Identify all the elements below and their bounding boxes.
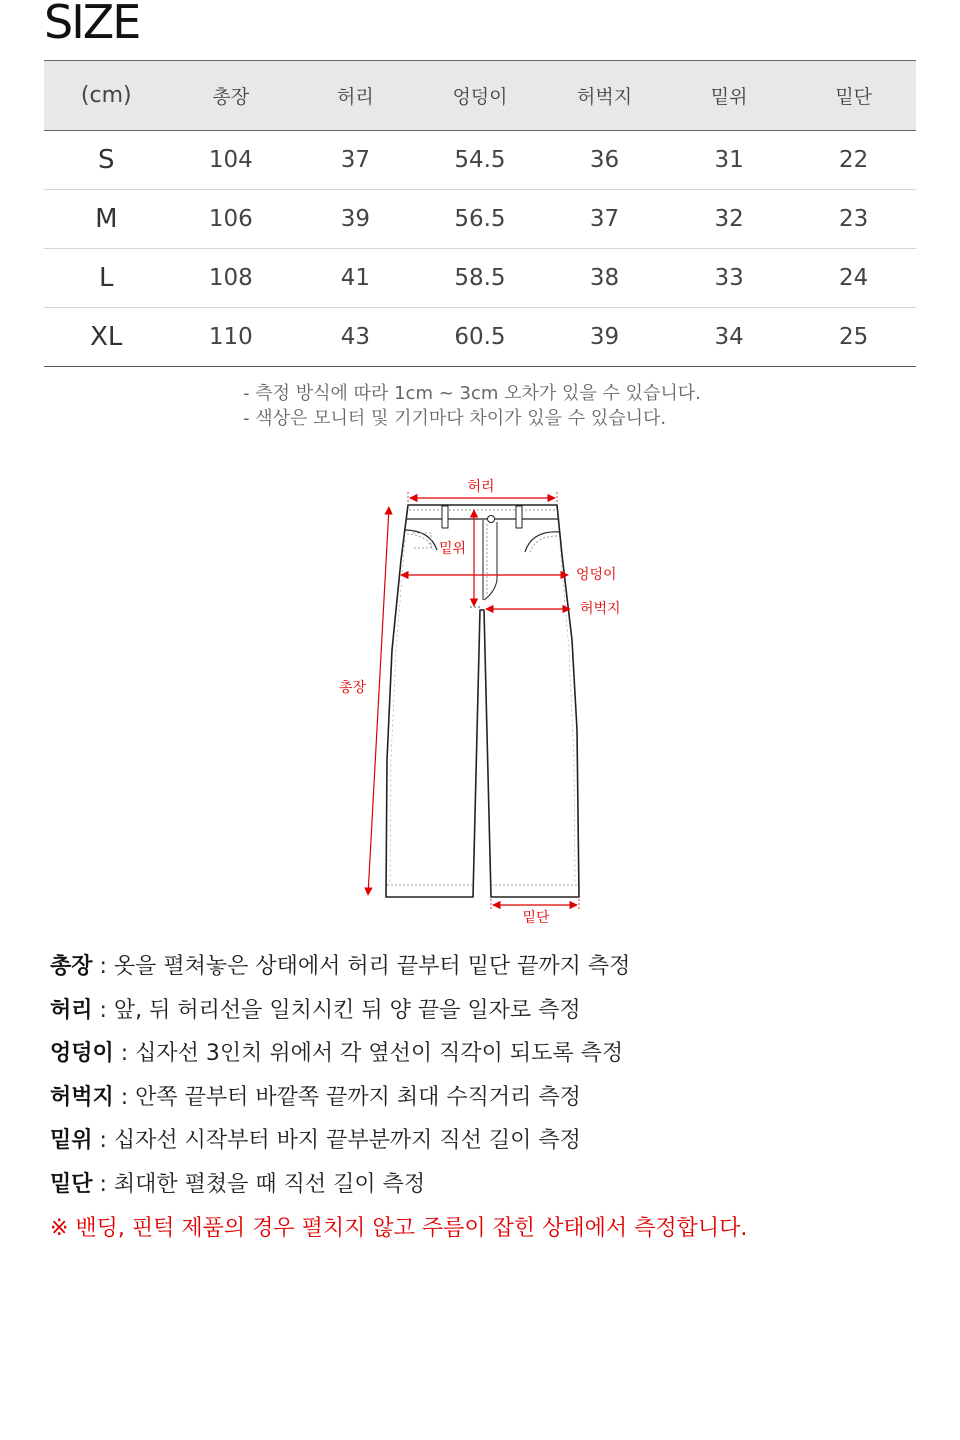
label-hip: 엉덩이 xyxy=(576,567,617,583)
label-total-length: 총장 xyxy=(339,680,367,696)
description-line xyxy=(50,1035,930,1079)
header-hem: 밑단 xyxy=(791,61,916,131)
cell-thigh: 39 xyxy=(542,308,667,367)
table-row xyxy=(44,131,916,190)
size-table xyxy=(44,60,916,367)
table-header-row xyxy=(44,61,916,131)
cell-hip: 54.5 xyxy=(418,131,543,190)
description-line xyxy=(50,948,930,992)
cell-rise: 33 xyxy=(667,249,792,308)
cell-rise: 31 xyxy=(667,131,792,190)
cell-hip: 56.5 xyxy=(418,190,543,249)
size-label: L xyxy=(44,249,169,308)
page-title: SIZE xyxy=(44,0,140,49)
cell-waist: 43 xyxy=(293,308,418,367)
description-term: 총장 xyxy=(50,954,93,979)
cell-waist: 39 xyxy=(293,190,418,249)
cell-thigh: 38 xyxy=(542,249,667,308)
description-text: : 십자선 시작부터 바지 끝부분까지 직선 길이 측정 xyxy=(92,1128,581,1154)
cell-total-length: 104 xyxy=(169,131,294,190)
cell-waist: 37 xyxy=(293,131,418,190)
header-total-length: 총장 xyxy=(169,61,294,131)
header-unit: (cm) xyxy=(44,61,169,131)
description-term: 허리 xyxy=(50,997,93,1023)
label-thigh: 허벅지 xyxy=(580,601,621,617)
cell-total-length: 108 xyxy=(169,249,294,308)
header-thigh: 허벅지 xyxy=(542,61,667,131)
cell-hip: 60.5 xyxy=(418,308,543,367)
cell-total-length: 106 xyxy=(169,190,294,249)
header-rise: 밑위 xyxy=(667,61,792,131)
pants-outline xyxy=(386,505,579,897)
warning-note: ※ 밴딩, 핀턱 제품의 경우 펼치지 않고 주름이 잡힌 상태에서 측정합니다. xyxy=(50,1215,748,1241)
description-term: 밑단 xyxy=(50,1171,93,1197)
label-rise: 밑위 xyxy=(439,541,467,557)
size-label: S xyxy=(44,131,169,190)
label-hem: 밑단 xyxy=(522,910,550,926)
description-term: 허벅지 xyxy=(50,1084,114,1110)
cell-thigh: 36 xyxy=(542,131,667,190)
table-row xyxy=(44,190,916,249)
cell-hem: 23 xyxy=(791,190,916,249)
note-line: - 색상은 모니터 및 기기마다 차이가 있을 수 있습니다. xyxy=(243,408,667,429)
pants-diagram xyxy=(0,470,960,930)
note-line: - 측정 방식에 따라 1cm ~ 3cm 오차가 있을 수 있습니다. xyxy=(243,383,701,404)
header-waist: 허리 xyxy=(293,61,418,131)
measurement-notes xyxy=(243,381,701,431)
measurement-descriptions xyxy=(50,948,930,1253)
table-row xyxy=(44,249,916,308)
description-text: : 십자선 3인치 위에서 각 옆선이 직각이 되도록 측정 xyxy=(113,1041,624,1067)
description-line xyxy=(50,992,930,1036)
label-waist: 허리 xyxy=(467,479,495,495)
cell-hem: 25 xyxy=(791,308,916,367)
size-label: XL xyxy=(44,308,169,367)
table-row xyxy=(44,308,916,367)
description-line xyxy=(50,1122,930,1166)
cell-hem: 24 xyxy=(791,249,916,308)
description-text: : 최대한 펼쳤을 때 직선 길이 측정 xyxy=(92,1171,426,1197)
description-text: : 앞, 뒤 허리선을 일치시킨 뒤 양 끝을 일자로 측정 xyxy=(92,997,581,1023)
cell-thigh: 37 xyxy=(542,190,667,249)
description-line xyxy=(50,1079,930,1123)
cell-hip: 58.5 xyxy=(418,249,543,308)
description-term: 엉덩이 xyxy=(50,1041,114,1067)
description-term: 밑위 xyxy=(50,1128,93,1154)
cell-rise: 32 xyxy=(667,190,792,249)
cell-rise: 34 xyxy=(667,308,792,367)
header-hip: 엉덩이 xyxy=(418,61,543,131)
cell-total-length: 110 xyxy=(169,308,294,367)
description-text: : 안쪽 끝부터 바깥쪽 끝까지 최대 수직거리 측정 xyxy=(113,1084,581,1110)
size-label: M xyxy=(44,190,169,249)
description-line xyxy=(50,1166,930,1210)
cell-hem: 22 xyxy=(791,131,916,190)
description-text: : 옷을 펼쳐놓은 상태에서 허리 끝부터 밑단 끝까지 측정 xyxy=(92,954,631,979)
cell-waist: 41 xyxy=(293,249,418,308)
